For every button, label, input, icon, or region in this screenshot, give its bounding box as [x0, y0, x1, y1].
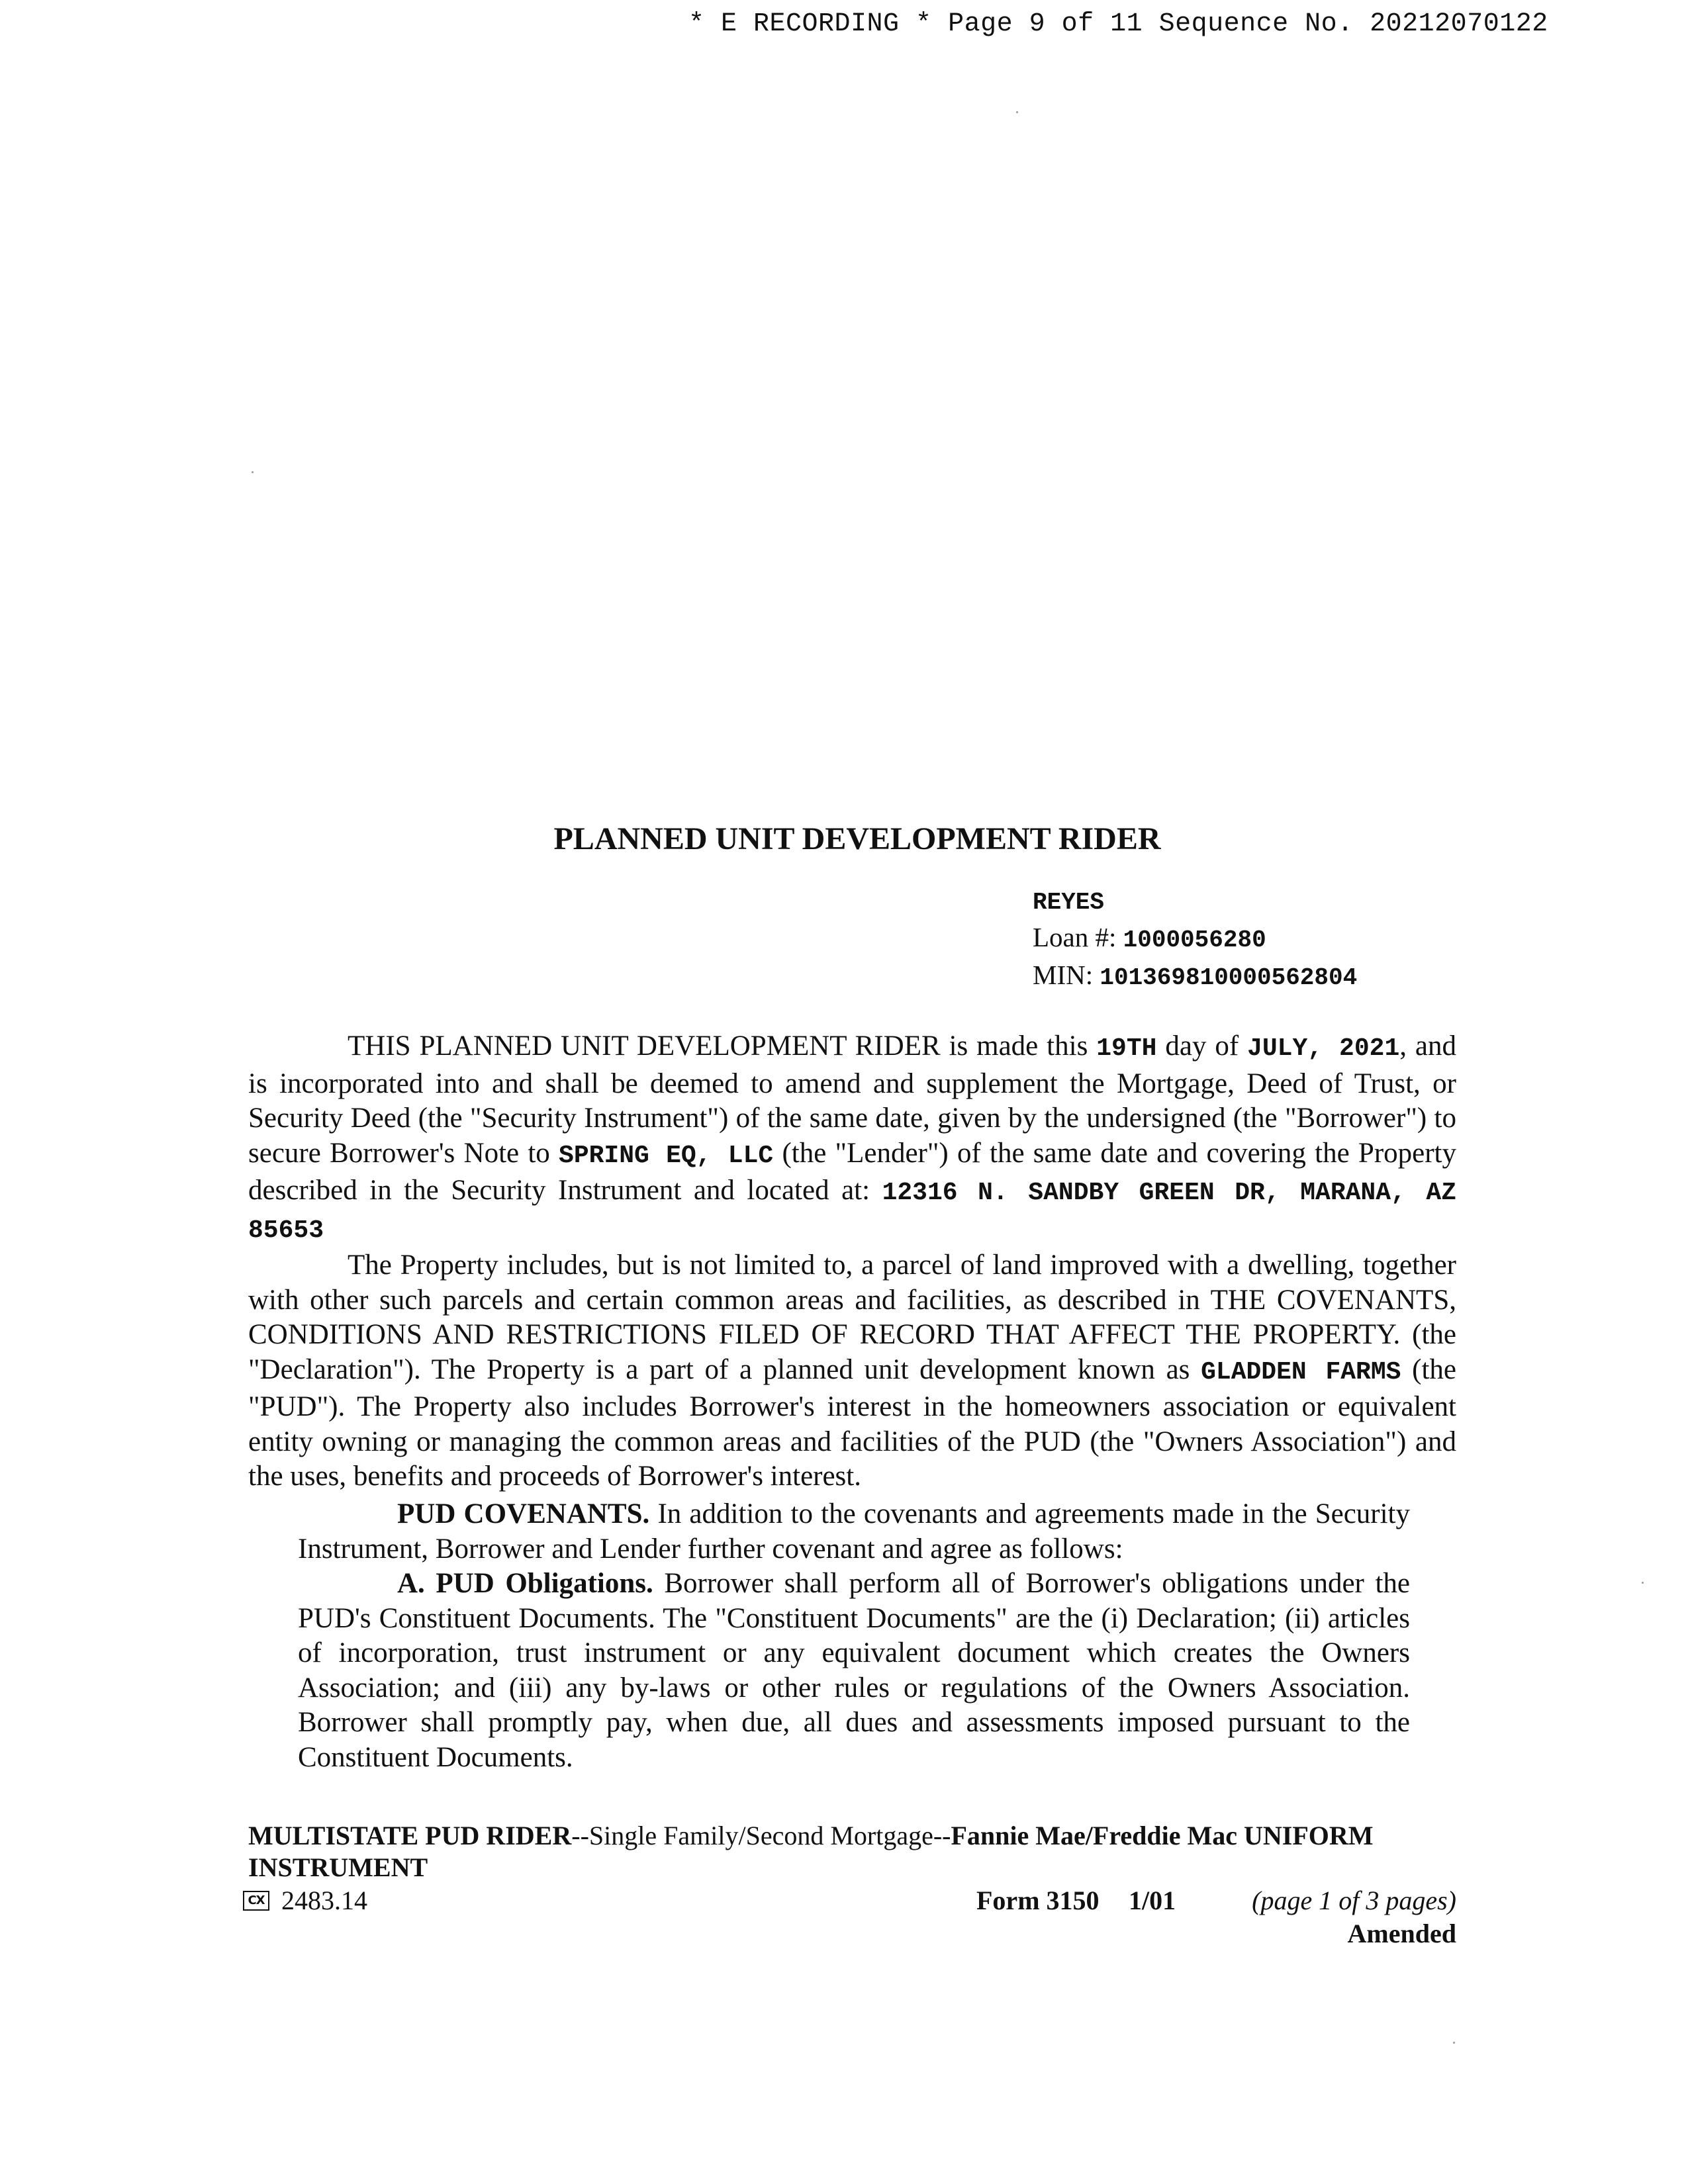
rider-body	[248, 1029, 1456, 1494]
form-code-group	[243, 1885, 367, 1917]
scan-speck	[1453, 2042, 1455, 2044]
pud-covenants-paragraph: PUD COVENANTS. In addition to the covenants and agreements made in the Security Instrument, Borrower and Lender further covenant and agree as follows:	[298, 1498, 1410, 1565]
amended-label: Amended	[1347, 1919, 1456, 1948]
footer-form-row	[248, 1885, 1456, 1948]
rider-day: 19TH	[1096, 1034, 1157, 1063]
pud-obligations-heading: A. PUD Obligations.	[397, 1568, 653, 1599]
footer-form-title: MULTISTATE PUD RIDER--Single Family/Second Mortgage--Fannie Mae/Freddie Mac UNIFORM INSTRUMENT	[248, 1821, 1374, 1882]
pud-name: GLADDEN FARMS	[1201, 1357, 1401, 1387]
rider-month-year: JULY, 2021	[1247, 1034, 1400, 1063]
form-code: 2483.14	[281, 1886, 367, 1915]
property-address: 12316 N. SANDBY GREEN DR, MARANA, AZ 85653	[248, 1179, 1457, 1245]
intro-paragraph: THIS PLANNED UNIT DEVELOPMENT RIDER is made this 19TH day of JULY, 2021, and is incorporated into and shall be deemed to amend and supplement the Mortgage, Deed of Trust, or Security Deed (the "Security Instrument") of the same date, given by the undersigned (the "Borrower") to secure Borrower's Note to SPRING EQ, LLC (the "Lender") of the same date and covering the Property described in the Security Instrument and located at: 12316 N. SANDBY GREEN DR, MARANA, AZ 85653	[248, 1030, 1457, 1245]
loan-number-line: Loan #: 1000056280	[1033, 922, 1266, 954]
min-number-line: MIN: 101369810000562804	[1033, 960, 1358, 991]
rider-name: MULTISTATE PUD RIDER	[248, 1821, 572, 1850]
pud-obligations-paragraph: A. PUD Obligations. Borrower shall perform all of Borrower's obligations under the PUD's Constituent Documents. The "Constituent Documents" are the (i) Declaration; (ii) articles of incorporation, trust instrument or any equivalent document which creates the Owners Association; and (iii) any by-laws or other rules or regulations of the Owners Association. Borrower shall promptly pay, when due, all dues and assessments imposed pursuant to the Constituent Documents.	[298, 1568, 1410, 1773]
form-number: Form 3150	[976, 1886, 1100, 1915]
scan-speck	[1642, 1582, 1644, 1584]
loan-number: 1000056280	[1123, 927, 1266, 954]
min-number: 101369810000562804	[1100, 964, 1358, 991]
borrower-name: REYES	[1033, 889, 1105, 916]
form-footer	[248, 1820, 1456, 1948]
pud-covenants-section	[298, 1497, 1410, 1775]
scan-speck	[1016, 111, 1018, 113]
pud-covenants-heading: PUD COVENANTS.	[397, 1498, 650, 1529]
form-date: 1/01	[1129, 1886, 1176, 1915]
property-paragraph: The Property includes, but is not limited to, a parcel of land improved with a dwelling, together with other such parcels and certain common areas and facilities, as described in THE COVENANTS, CONDITIONS AND RESTRICTIONS FILED OF RECORD THAT AFFECT THE PROPERTY. (the "Declaration"). The Property is a part of a planned unit development known as GLADDEN FARMS (the "PUD"). The Property also includes Borrower's interest in the homeowners association or equivalent entity owning or managing the common areas and facilities of the PUD (the "Owners Association") and the uses, benefits and proceeds of Borrower's interest.	[248, 1250, 1456, 1492]
lender-name: SPRING EQ, LLC	[559, 1141, 774, 1170]
uniform-instrument: Fannie Mae/Freddie Mac UNIFORM INSTRUMENT	[248, 1821, 1374, 1882]
recording-header: * E RECORDING * Page 9 of 11 Sequence No. 20212070122	[688, 9, 1548, 39]
scan-speck	[252, 471, 254, 473]
page-indicator: (page 1 of 3 pages)	[1252, 1886, 1456, 1915]
document-title: PLANNED UNIT DEVELOPMENT RIDER	[553, 821, 1161, 856]
loan-info-block	[1033, 886, 1357, 995]
cx-logo-icon: CX	[243, 1891, 269, 1911]
